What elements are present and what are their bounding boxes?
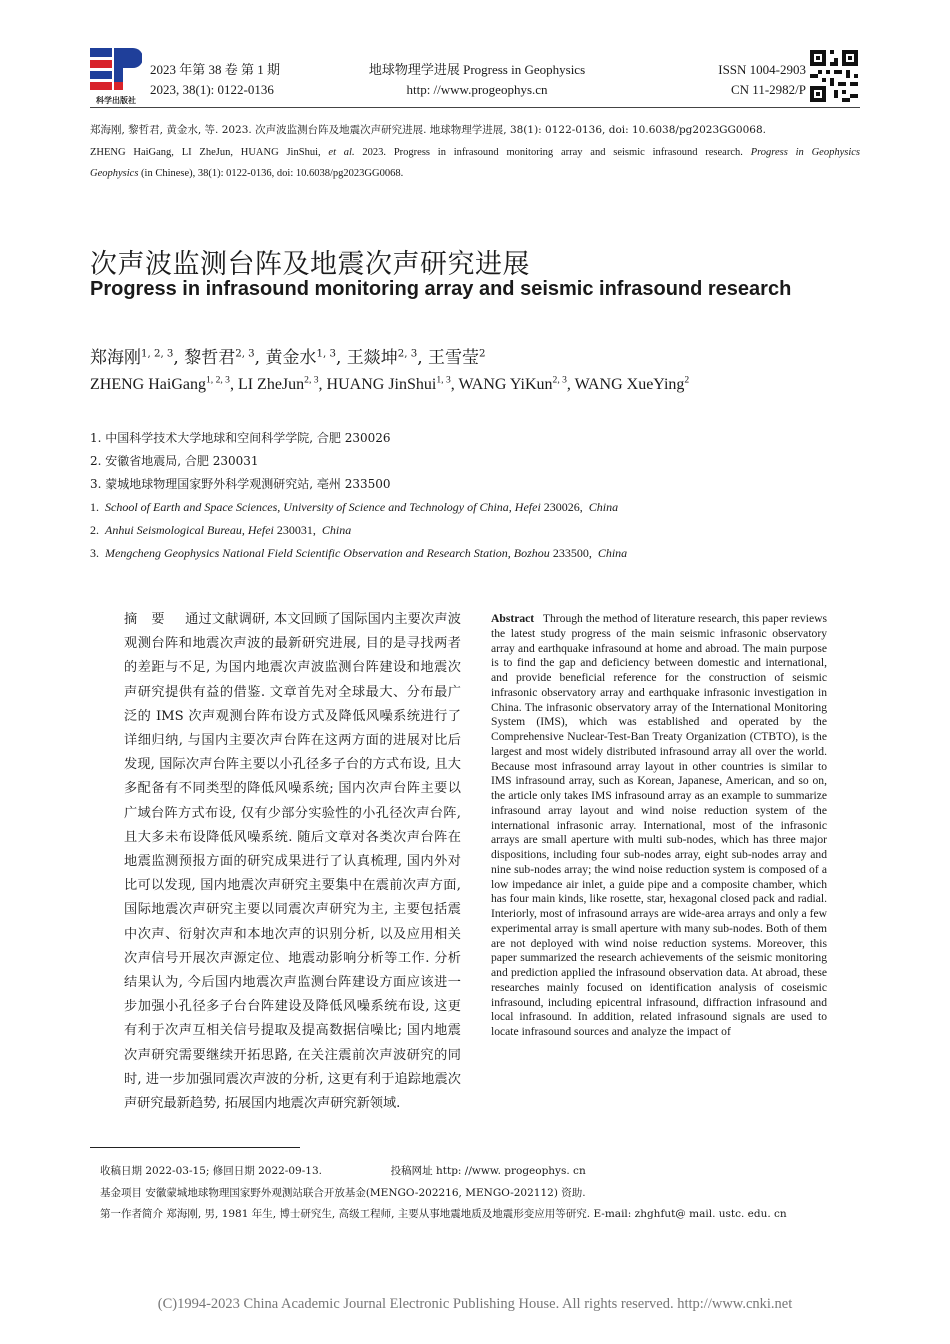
author-en-2: LI ZheJun xyxy=(237,376,305,393)
author-en-3: HUANG JinShui xyxy=(326,376,437,393)
title-cn: 次声波监测台阵及地震次声研究进展 xyxy=(90,249,530,280)
citation-en-tail: (in Chinese), 38(1): 0122-0136, doi: 10.6038/pg2023GG0068. xyxy=(141,168,404,179)
affiliation-en-2-country: China xyxy=(321,523,352,537)
abstract-cn xyxy=(124,608,461,1116)
header-divider xyxy=(90,107,860,108)
abstract-cn-label: 摘要 xyxy=(124,612,179,627)
authors-en: ZHENG HaiGang$^{1, 2, 3}$, LI ZheJun$^{2, 3}$, HUANG JinShui$^{1, 3}$, WANG YiKun$^{2, 3}$, WANG XueYing$^2$ xyxy=(90,374,690,393)
author-en-1: ZHENG HaiGang xyxy=(90,376,206,393)
author-cn-1: 郑海刚 xyxy=(90,348,141,368)
affiliation-en-2-code: 230031, xyxy=(276,523,316,537)
author-en-4: WANG YiKun xyxy=(458,376,553,393)
citation-en-line-2 xyxy=(90,163,860,184)
citation-en-journal: Progress in Geophysics xyxy=(750,147,861,158)
author-en-3-aff: 1, 3 xyxy=(436,374,451,386)
author-cn-2-aff: 2, 3 xyxy=(235,348,255,360)
journal-name: 地球物理学进展 Progress in Geophysics xyxy=(368,62,586,77)
citation-en-rest: 2023. Progress in infrasound monitoring array and seismic infrasound research. xyxy=(362,147,743,158)
journal-info xyxy=(352,60,602,100)
footnote-dates xyxy=(100,1160,586,1182)
title-en: Progress in infrasound monitoring array and seismic infrasound research xyxy=(90,278,792,300)
citation-en-authors: ZHENG HaiGang, LI ZheJun, HUANG JinShui, xyxy=(90,147,321,158)
cn-number: CN 11-2982/P xyxy=(731,82,806,97)
author-en-4-aff: 2, 3 xyxy=(552,374,567,386)
author-en-2-aff: 2, 3 xyxy=(304,374,319,386)
affiliation-en-3-country: China xyxy=(597,546,628,560)
issn-info xyxy=(704,60,806,100)
author-en-5-aff: 2 xyxy=(684,374,690,386)
affiliation-en-2 xyxy=(90,519,351,542)
issn: ISSN 1004-2903 xyxy=(718,62,806,77)
author-en-1-aff: 1, 2, 3 xyxy=(205,374,230,386)
authors-cn: 郑海刚$^{1, 2, 3}$, 黎哲君$^{2, 3}$, 黄金水$^{1, 3}$, 王燚坤$^{2, 3}$, 王雪莹$^2$ xyxy=(90,348,486,368)
abstract-en xyxy=(491,612,827,1040)
affiliation-cn-3: 3. 蒙城地球物理国家野外科学观测研究站, 亳州 233500 xyxy=(90,477,391,491)
issue-line-1: 2023 年第 38 卷 第 1 期 xyxy=(150,62,281,77)
footnote-fund: 基金项目 安徽蒙城地球物理国家野外观测站联合开放基金(MENGO-202216, MENGO-202112) 资助. xyxy=(100,1187,586,1199)
author-en-5: WANG XueYing xyxy=(574,376,685,393)
publisher-logo-graphic xyxy=(90,48,142,106)
affiliation-en-3-code: 233500, xyxy=(552,546,592,560)
citation-en-etal: et al. xyxy=(328,147,355,158)
affiliation-en-1 xyxy=(90,496,618,519)
issue-info xyxy=(150,60,280,100)
author-cn-1-aff: 1, 2, 3 xyxy=(141,348,174,360)
affiliation-cn-2: 2. 安徽省地震局, 合肥 230031 xyxy=(90,454,259,468)
author-cn-5-aff: 2 xyxy=(479,348,486,360)
abstract-en-label: Abstract xyxy=(491,612,535,625)
author-cn-4-aff: 2, 3 xyxy=(397,348,418,360)
author-cn-2: 黎哲君 xyxy=(184,348,236,368)
citation-cn: 郑海刚, 黎哲君, 黄金水, 等. 2023. 次声波监测台阵及地震次声研究进展. 地球物理学进展, 38(1): 0122-0136, doi: 10.6038/pg2023GG0068. xyxy=(90,124,766,136)
author-cn-3: 黄金水 xyxy=(265,348,317,368)
author-cn-4: 王燚坤 xyxy=(346,348,398,368)
affiliation-en-3 xyxy=(90,542,627,565)
publisher-logo-text: 科学出版社 xyxy=(96,96,136,105)
affiliation-en-3-name: Mengcheng Geophysics National Field Scientific Observation and Research Station, Bozhou xyxy=(105,546,550,560)
footnote-received: 收稿日期 2022-03-15; 修回日期 2022-09-13. xyxy=(100,1165,322,1177)
copyright-notice: (C)1994-2023 China Academic Journal Electronic Publishing House. All rights reserved. http://www.cnki.net xyxy=(157,1296,793,1312)
journal-website[interactable]: http: //www.progeophys.cn xyxy=(406,82,548,97)
author-cn-3-aff: 1, 3 xyxy=(316,348,336,360)
issue-line-2: 2023, 38(1): 0122-0136 xyxy=(150,82,274,97)
footnote-bio: 第一作者简介 郑海刚, 男, 1981 年生, 博士研究生, 高级工程师, 主要从事地震地质及地震形变应用等研究. E-mail: zhghfut@ mail. ustc. edu. cn xyxy=(100,1208,787,1220)
publisher-logo xyxy=(90,48,142,106)
citation-en-line-1 xyxy=(90,142,860,163)
footnote-divider xyxy=(90,1147,300,1148)
abstract-cn-text: 通过文献调研, 本文回顾了国际国内主要次声波观测台阵和地震次声波的最新研究进展, 目的是寻找两者的差距与不足, 为国内地震次声波监测台阵建设和地震次声研究提供有益的借鉴. 文章首先对全球最大、分布最广泛的 IMS 次声观测台阵布设方式及降低风噪系统进行了详细归纳, 与国内主要次声台阵在这两方面的进展对比后发现, 国际次声台阵主要以小孔径多子台的方式布设, 且大多配备有不同类型的降低风噪系统; 国内次声台阵主要以广域台阵方式布设, 仅有少部分实验性的小孔径次声台阵, 且大多未布设降低风噪系统. 随后文章对各类次声台阵在地震监测预报方面的研究成果进行了认真梳理, 国内外对比可以发现, 国内地震次声研究主要集中在震前次声方面, 国际地震次声研究主要以同震次声研究为主, 主要包括震中次声、衍射次声和本地次声的识别分析, 以及应用相关次声信号开展次声源定位、地震动影响分析等工作. 分析结果认为, 今后国内地震次声监测台阵建设方面应该进一步加强小孔径多子台台阵建设及降低风噪系统布设, 这更有利于次声互相关信号提取及提高数据信噪比; 国内地震次声研究需要继续开拓思路, 在关注震前次声波研究的同时, 进一步加强同震次声波的分析, 这更有利于追踪地震次声研究最新趋势, 拓展国内地震次声研究新领域. xyxy=(124,612,461,1112)
affiliation-en-3-num: 3. xyxy=(90,546,99,560)
affiliation-en-1-name: School of Earth and Space Sciences, University of Science and Technology of China, Hefei xyxy=(105,500,541,514)
affiliation-en-2-name: Anhui Seismological Bureau, Hefei xyxy=(105,523,274,537)
abstract-en-text: Through the method of literature research, this paper reviews the latest study progress of the main seismic infrasonic observatory array and earthquake infrasound at home and abroad. The main purpose is to find the gap and deficiency between domestic and international, and provide beneficial reference for the construction of seismic infrasonic observatory array and earthquake infrasonic investigation in China. The infrasonic observatory array of the International Monitoring System (IMS), which was established and operated by the Comprehensive Nuclear-Test-Ban Treaty Organization (CTBTO), is the largest and most widely distributed infrasound array all over the world. Because most infrasound array layout in other countries is similar to IMS infrasound array, such as Korean, Japanese, American, and so on, the article only takes IMS infrasound array as an example to summarize infrasound array layout and wind noise reduction system of the international infrasonic array. International, most of the infrasonic arrays are small aperture with multi sub-nodes, which has three major dispositions, including four sub-nodes array, eight sub-nodes array and nine sub-nodes array; the wind noise reduction system is composed of a low impedance air inlet, a guide pipe and a composite chamber, which has four main kinds, like rosette, star, hexagonal closed pack and radial. Interiorly, most of infrasound arrays are wide-area arrays and only a few experimental array is small aperture with many sub-nodes. Both of them are not deployed with wind noise reduction systems. Moreover, this paper summarized the research achievements of the seismic monitoring and prediction applied the infrasound observation data. At abroad, these researches mainly focused on identification analysis of coseismic infrasound, including epicentral infrasound, diffraction infrasound and local infrasound. In addition, related infrasound signals are used to locate infrasound sources and analyze the impact of xyxy=(491,612,827,1038)
affiliation-en-1-code: 230026, xyxy=(543,500,583,514)
author-cn-5: 王雪莹 xyxy=(428,348,480,368)
citation-en-journal-cont: Geophysics xyxy=(90,168,139,179)
affiliation-en-2-num: 2. xyxy=(90,523,99,537)
qr-code-icon xyxy=(810,50,858,102)
affiliation-en-1-country: China xyxy=(588,500,619,514)
footnote-submit-url[interactable]: 投稿网址 http: //www. progeophys. cn xyxy=(390,1165,586,1177)
affiliation-cn-1: 1. 中国科学技术大学地球和空间科学学院, 合肥 230026 xyxy=(90,431,391,445)
affiliation-en-1-num: 1. xyxy=(90,500,99,514)
